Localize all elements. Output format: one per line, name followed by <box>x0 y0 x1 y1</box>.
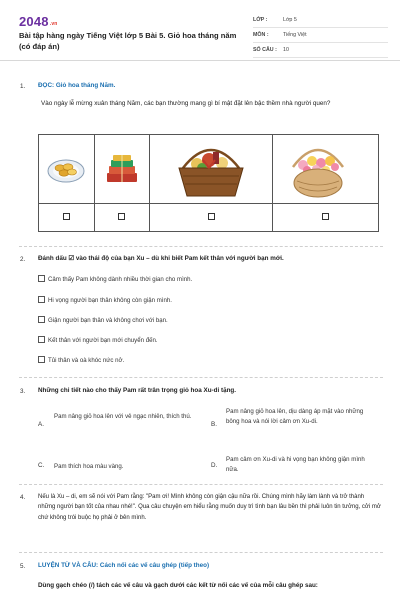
meta-value: 10 <box>283 47 289 53</box>
option-label: Kết thân với người bạn mới chuyển đến. <box>48 337 158 344</box>
answer-option-a[interactable]: Pam nâng giỏ hoa lên với vẻ ngạc nhiên, thích thú. <box>54 413 192 420</box>
checkbox[interactable] <box>38 356 45 363</box>
checklist-option[interactable] <box>38 275 192 283</box>
option-label: Hi vọng người bạn thân không còn giận mình. <box>48 297 172 304</box>
checkbox[interactable] <box>38 316 45 323</box>
answer-checkbox-3[interactable] <box>208 213 215 220</box>
checklist-option[interactable] <box>38 356 124 364</box>
food-basket-icon <box>169 138 253 200</box>
meta-label: MÔN : <box>253 32 269 38</box>
answer-image-table <box>38 134 379 232</box>
logo-tld: .vn <box>49 21 58 27</box>
answer-option-b[interactable]: Pam nâng giỏ hoa lên, dịu dàng áp mặt vào những bông hoa và nói lời cảm ơn Xu-di. <box>226 408 364 426</box>
question-text: Nếu là Xu – di, em sẽ nói với Pam rằng: "Pam ơi! Mình không còn giận cậu nữa rồi. Chúng mình hãy làm lành và trở thành những người bạn tốt của nhau nhé!". Qua câu chuyện em hiểu rằng muốn duy trì tình bạn lâu bền thì phải luôn tin tưởng, cởi mở chứ không trói buộc họ phải ở bên mình. <box>38 494 381 521</box>
checkbox[interactable] <box>38 296 45 303</box>
flower-basket-icon <box>285 137 351 201</box>
header <box>0 0 400 61</box>
meta-table <box>253 13 388 58</box>
divider <box>19 377 383 378</box>
section-heading-reading: ĐỌC: Giỏ hoa tháng Năm. <box>38 82 116 89</box>
option-label: Giận người bạn thân và không chơi với bạn. <box>48 317 168 324</box>
meta-value: Lớp 5 <box>283 17 297 23</box>
meta-label: SỐ CÂU : <box>253 47 277 53</box>
question-number: 5. <box>20 563 26 570</box>
divider <box>19 552 383 553</box>
meta-row-subject <box>253 28 388 43</box>
meta-label: LỚP : <box>253 17 268 23</box>
checklist-option[interactable] <box>38 296 172 304</box>
question-number: 4. <box>20 494 26 501</box>
answer-letter-c[interactable]: C. <box>38 462 45 469</box>
question-number: 3. <box>20 388 26 395</box>
section-heading-grammar: LUYỆN TỪ VÀ CÂU: Cách nối các vế câu ghép (tiếp theo) <box>38 562 210 569</box>
meta-row-count <box>253 43 388 58</box>
cookies-plate-icon <box>46 149 86 185</box>
gift-boxes-icon <box>104 151 140 185</box>
divider <box>19 246 383 247</box>
checklist-option[interactable] <box>38 336 158 344</box>
option-label: Tủi thân và oà khóc nức nở. <box>48 357 125 364</box>
answer-letter-b[interactable]: B. <box>211 421 217 428</box>
answer-letter-d[interactable]: D. <box>211 462 218 469</box>
answer-letter-a[interactable]: A. <box>38 421 44 428</box>
question-text: Vào ngày lễ mừng xuân tháng Năm, các bạn thường mang gì bí mật đặt lên bậc thềm nhà người quen? <box>41 100 331 107</box>
meta-value: Tiếng Việt <box>283 32 307 38</box>
answer-option-d[interactable]: Pam cảm ơn Xu-di và hi vọng bạn không giận mình nữa. <box>226 456 365 474</box>
answer-option-c[interactable]: Pam thích hoa màu vàng. <box>54 463 124 470</box>
question-text: Những chi tiết nào cho thấy Pam rất trân trọng giỏ hoa Xu-di tặng. <box>38 387 237 394</box>
meta-row-class <box>253 13 388 28</box>
logo-text: 2048 <box>19 14 49 29</box>
site-logo[interactable] <box>19 14 58 29</box>
checkbox[interactable] <box>38 275 45 282</box>
option-label: Cảm thấy Pam không dành nhiều thời gian cho mình. <box>48 276 193 283</box>
checkbox[interactable] <box>38 336 45 343</box>
document-title: Bài tập hàng ngày Tiếng Việt lớp 5 Bài 5. Giỏ hoa tháng năm (có đáp án) <box>19 31 237 51</box>
question-number: 1. <box>20 83 26 90</box>
answer-checkbox-4[interactable] <box>322 213 329 220</box>
answer-checkbox-2[interactable] <box>118 213 125 220</box>
checklist-option[interactable] <box>38 316 168 324</box>
divider <box>19 484 383 485</box>
answer-checkbox-1[interactable] <box>63 213 70 220</box>
question-number: 2. <box>20 256 26 263</box>
question-text: Đánh dấu ☑ vào thái độ của bạn Xu – dù khi biết Pam kết thân với người bạn mới. <box>38 255 284 262</box>
question-text: Dùng gạch chéo (/) tách các vế câu và gạch dưới các kết từ nối các vế của mỗi câu ghép sau: <box>38 582 318 589</box>
